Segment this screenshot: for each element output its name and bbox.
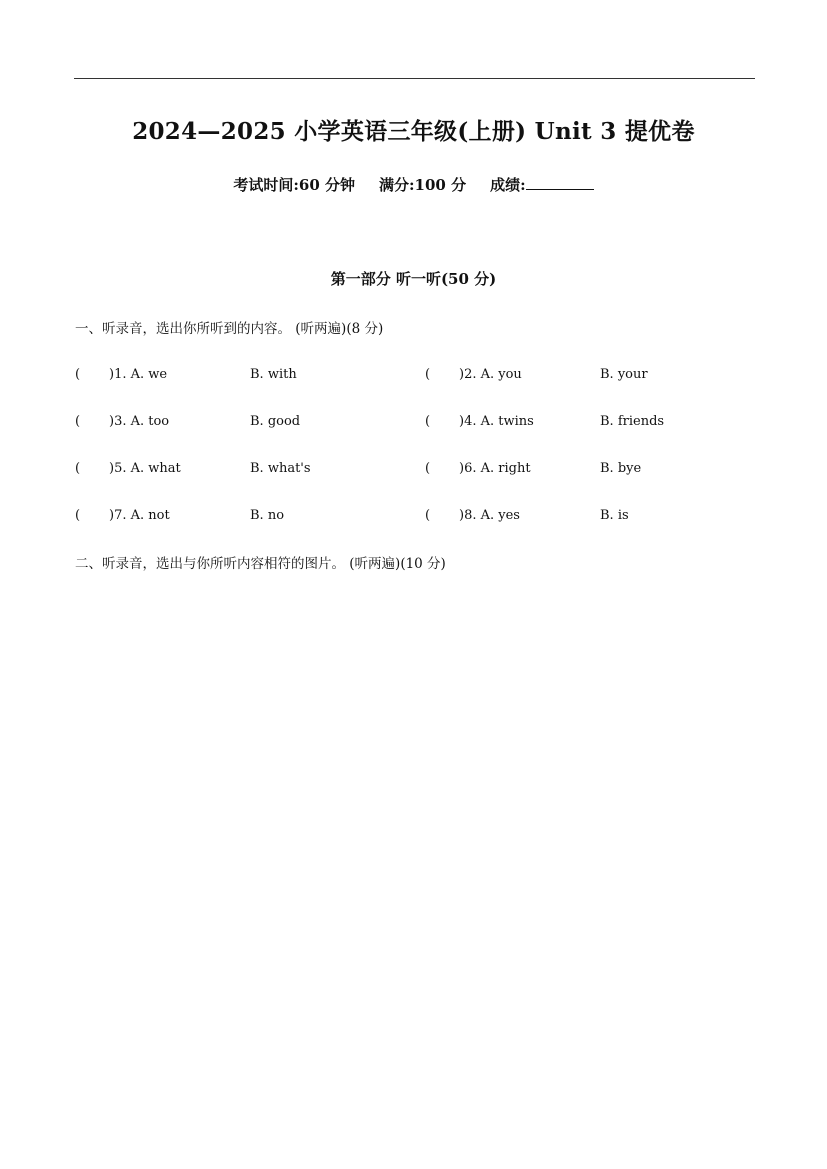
section2-instruction: 二、听录音，选出与你所听内容相符的图片。 (听两遍)(10 分): [75, 556, 446, 572]
question-5-option-b: B. what's: [250, 461, 311, 476]
question-6: ( )6. A. right: [425, 461, 531, 476]
question-5: ( )5. A. what: [75, 461, 181, 476]
full-score: 满分:100 分: [379, 176, 467, 194]
exam-time: 考试时间:60 分钟: [233, 176, 355, 194]
question-8: ( )8. A. yes: [425, 508, 520, 523]
question-1-option-b: B. with: [250, 367, 297, 382]
question-3-option-b: B. good: [250, 414, 301, 429]
page-title: 2024—2025 小学英语三年级(上册) Unit 3 提优卷: [132, 118, 695, 145]
question-7-option-b: B. no: [250, 508, 285, 523]
question-2-option-b: B. your: [600, 367, 648, 382]
question-2: ( )2. A. you: [425, 367, 522, 382]
exam-meta: [0, 174, 827, 195]
question-7: ( )7. A. not: [75, 508, 170, 523]
question-4: ( )4. A. twins: [425, 414, 534, 429]
question-4-option-b: B. friends: [600, 414, 665, 429]
question-1: ( )1. A. we: [75, 367, 168, 382]
score-blank[interactable]: [526, 175, 594, 190]
question-6-option-b: B. bye: [600, 461, 642, 476]
header-rule: [74, 78, 755, 79]
section1-instruction: 一、听录音，选出你所听到的内容。 (听两遍)(8 分): [75, 321, 384, 337]
question-3: ( )3. A. too: [75, 414, 170, 429]
part1-title: 第一部分 听一听(50 分): [330, 270, 497, 288]
question-8-option-b: B. is: [600, 508, 629, 523]
score-label: 成绩:: [490, 176, 526, 194]
